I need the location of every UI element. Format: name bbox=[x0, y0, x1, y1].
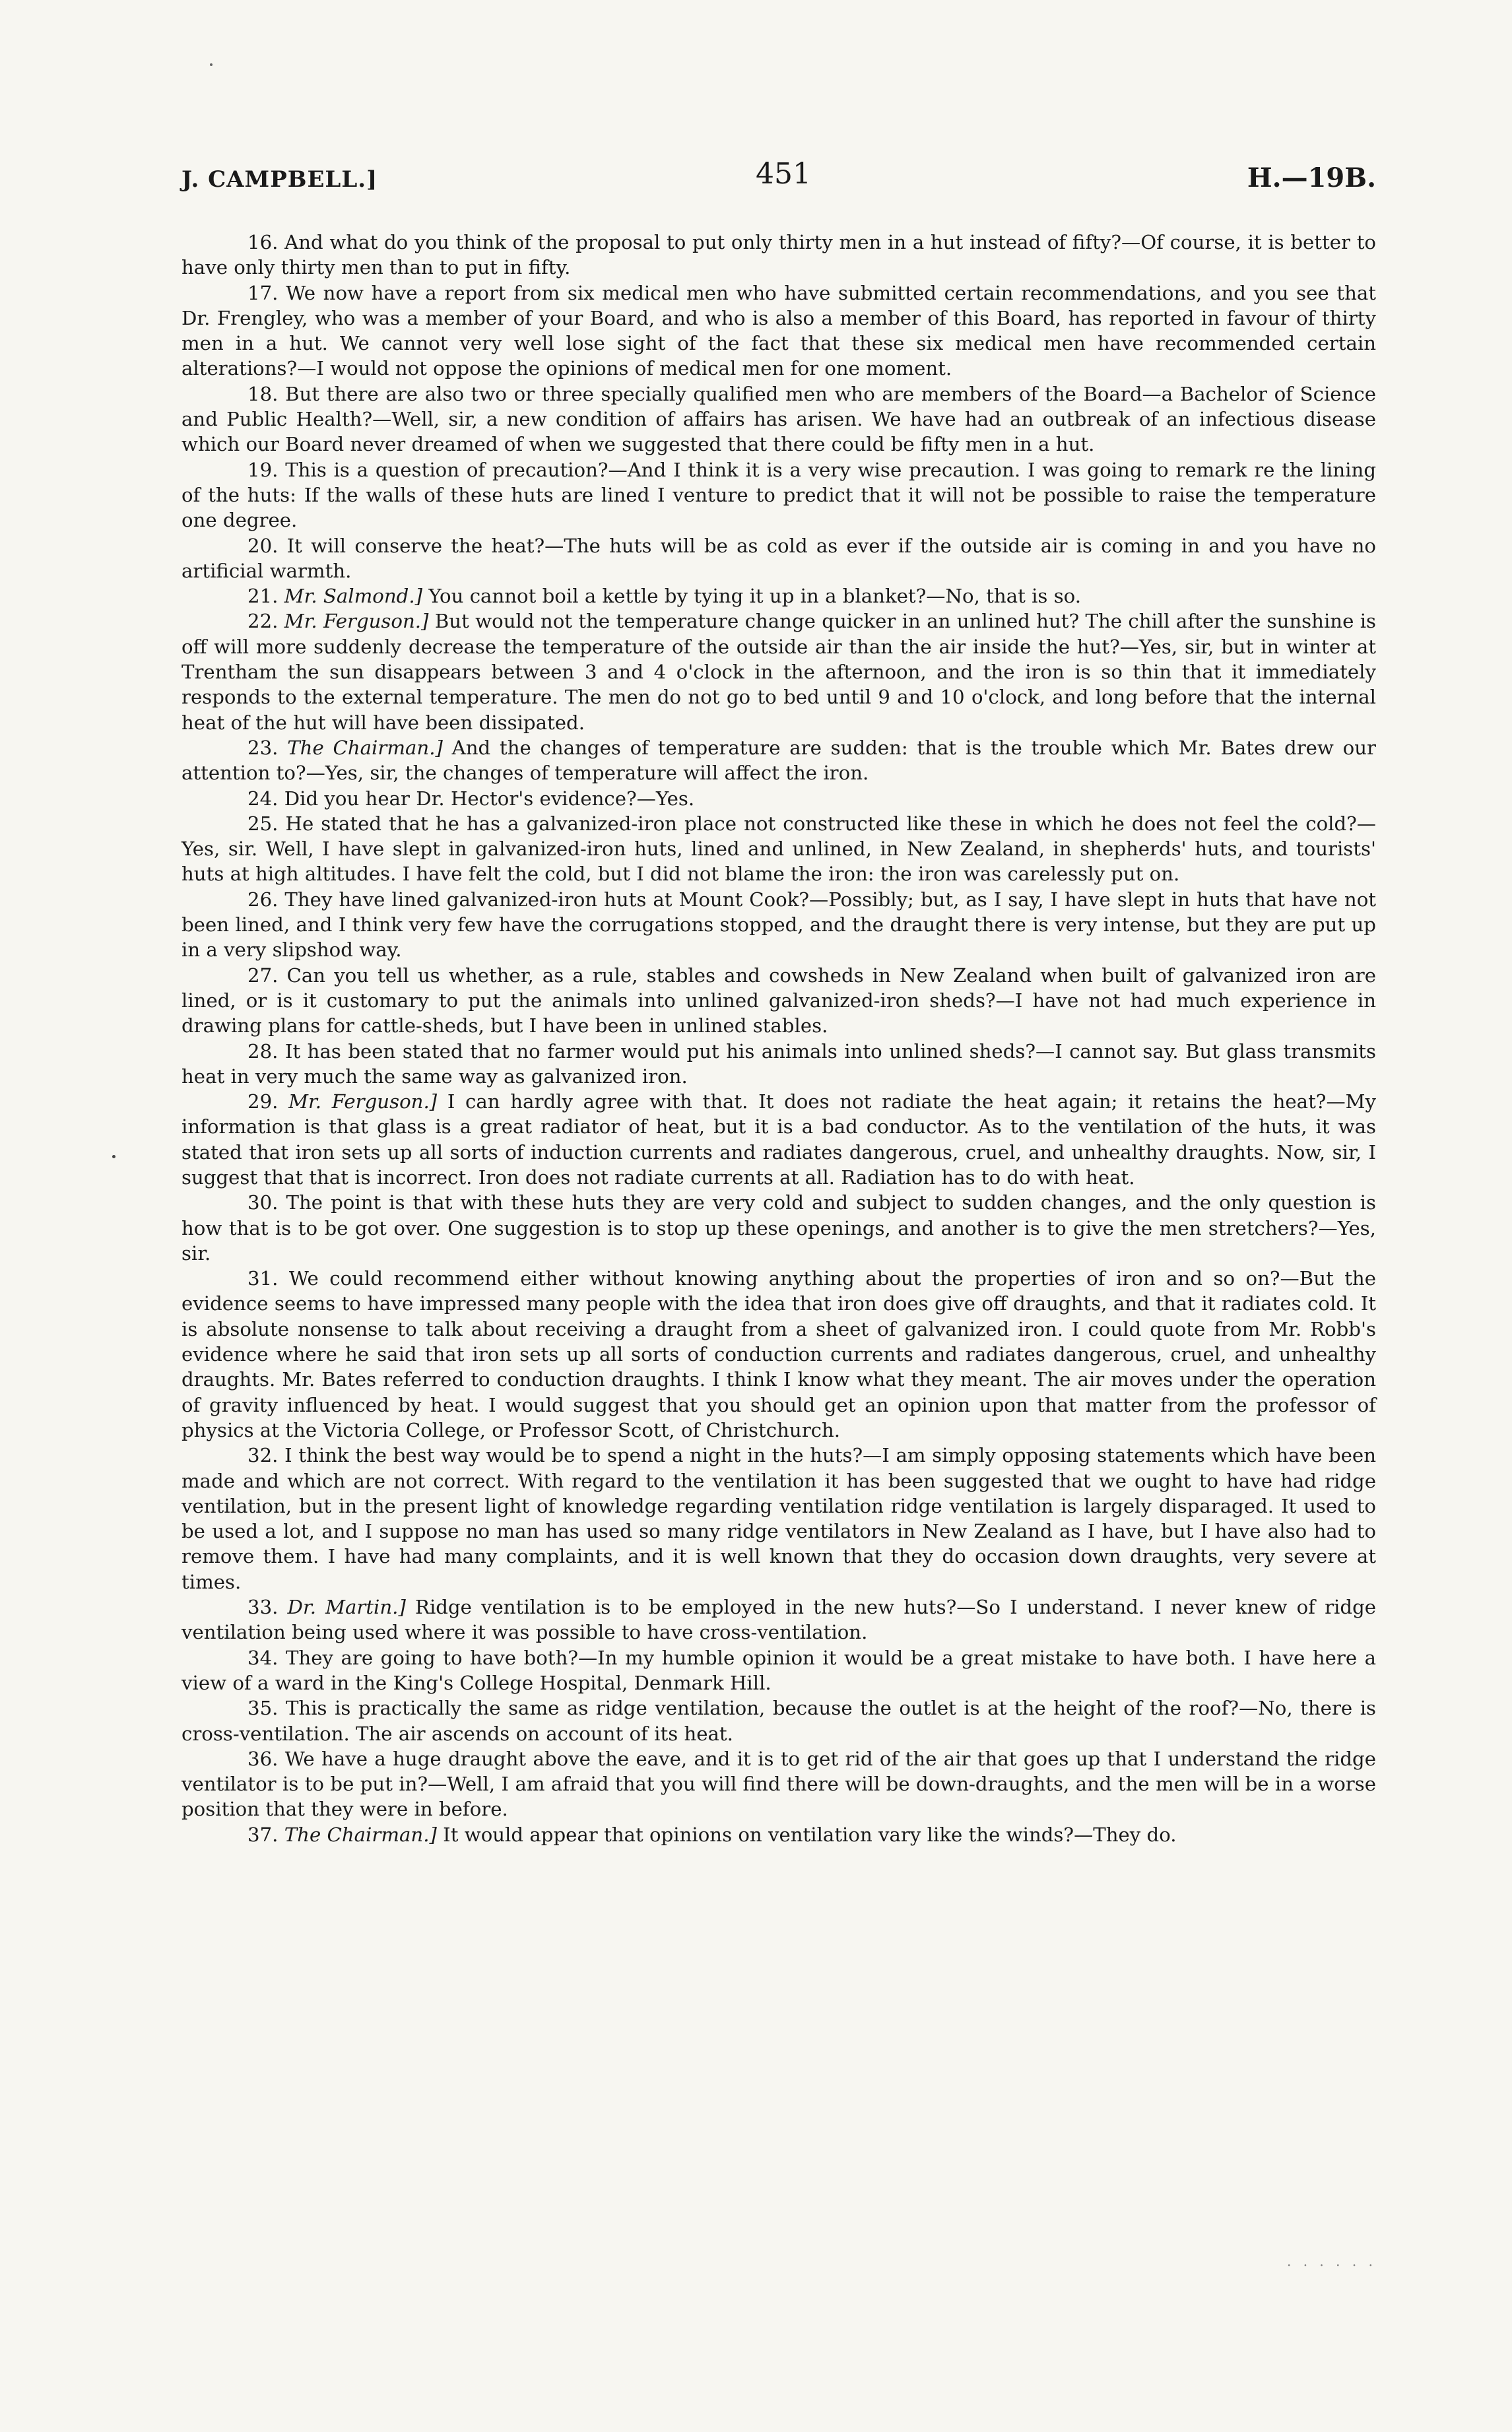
question-number: 37. bbox=[247, 1823, 279, 1846]
paragraph-text: It has been stated that no farmer would put his animals into unlined sheds?—I cannot say. But glass transmits heat in very much the same way as galvanized iron. bbox=[181, 1039, 1377, 1088]
paragraph-text: It would appear that opinions on ventilation vary like the winds?—They do. bbox=[443, 1823, 1177, 1846]
speaker-name: Mr. Ferguson.] bbox=[284, 610, 429, 633]
question-answer-paragraph bbox=[181, 786, 1376, 811]
question-answer-paragraph bbox=[181, 735, 1376, 786]
question-number: 31. bbox=[247, 1267, 279, 1290]
speaker-name: The Chairman.] bbox=[284, 1823, 437, 1846]
question-number: 19. bbox=[247, 458, 279, 481]
evidence-text bbox=[181, 230, 1376, 1847]
paragraph-text: This is a question of precaution?—And I think it is a very wise precaution. I was going to remark re the lining of the huts: If the walls of these huts are lined I venture to predict that it will not be possible to raise the temperature one degree. bbox=[181, 458, 1377, 532]
speaker-name: The Chairman.] bbox=[287, 736, 443, 759]
paragraph-text: We have a huge draught above the eave, and it is to get rid of the air that goes up that I understand the ridge ventilator is to be put in?—Well, I am afraid that you will find there will be down-draughts, and the men will be in a worse position that they were in before. bbox=[181, 1747, 1377, 1821]
question-number: 23. bbox=[247, 736, 279, 759]
paragraph-text: We could recommend either without knowing anything about the properties of iron and so on?—But the evidence seems to have impressed many people with the idea that iron does give off draughts, and that it radiates cold. It is absolute nonsense to talk about receiving a draught from a sheet of galvanized iron. I could quote from Mr. Robb's evidence where he said that iron sets up all sorts of conduction currents and radiates dangerous, cruel, and unhealthy draughts. Mr. Bates referred to conduction draughts. I think I know what they meant. The air moves under the operation of gravity influenced by heat. I would suggest that you should get an opinion upon that matter from the professor of physics at the Victoria College, or Professor Scott, of Christchurch. bbox=[181, 1267, 1376, 1441]
document-reference: H.—19B. bbox=[1247, 162, 1376, 193]
paragraph-text: Can you tell us whether, as a rule, stables and cowsheds in New Zealand when built of galvanized iron are lined, or is it customary to put the animals into unlined galvanized-iron sheds?—I have not had much experience in drawing plans for cattle-sheds, but I have been in unlined stables. bbox=[181, 964, 1376, 1037]
paragraph-text: He stated that he has a galvanized-iron place not constructed like these in which he does not feel the cold?—Yes, sir. Well, I have slept in galvanized-iron huts, lined and unlined, in New Zealand, in shepherds' huts, and tourists' huts at high altitudes. I have felt the cold, but I did not blame the iron: the iron was carelessly put on. bbox=[181, 812, 1376, 886]
question-number: 36. bbox=[247, 1747, 279, 1770]
speck-mark bbox=[210, 63, 213, 66]
question-answer-paragraph bbox=[181, 457, 1376, 533]
paragraph-text: I think the best way would be to spend a night in the huts?—I am simply opposing statements which have been made and which are not correct. With regard to the ventilation it has been suggested that we ought to have had ridge ventilation, but in the present light of knowledge regarding ventilation ridge ventilation is largely disparaged. It used to be used a lot, and I suppose no man has used so many ridge ventilators in New Zealand as I have, but I have also had to remove them. I have had many complaints, and it is well known that they do occasion down draughts, very severe at times. bbox=[181, 1444, 1377, 1593]
question-number: 22. bbox=[247, 610, 279, 633]
paragraph-text: This is practically the same as ridge ventilation, because the outlet is at the height of the roof?—No, there is cross-ventilation. The air ascends on account of its heat. bbox=[181, 1697, 1377, 1745]
paragraph-text: But would not the temperature change quicker in an unlined hut? The chill after the sunshine is off will more suddenly decrease the temperature of the outside air than the air inside the hut?—Yes, sir, but in winter at Trentham the sun disappears between 3 and 4 o'clock in the afternoon, and the iron is so thin that it immediately responds to the external temperature. The men do not go to bed until 9 and 10 o'clock, and long before that the internal heat of the hut will have been dissipated. bbox=[181, 610, 1377, 734]
question-answer-paragraph bbox=[181, 811, 1376, 887]
question-number: 25. bbox=[247, 812, 279, 835]
question-number: 24. bbox=[247, 787, 279, 810]
question-answer-paragraph bbox=[181, 1695, 1376, 1746]
question-answer-paragraph bbox=[181, 963, 1376, 1039]
question-number: 35. bbox=[247, 1697, 279, 1720]
question-answer-paragraph bbox=[181, 1443, 1376, 1594]
question-answer-paragraph bbox=[181, 1089, 1376, 1190]
question-answer-paragraph bbox=[181, 583, 1376, 608]
paragraph-text: Ridge ventilation is to be employed in the new huts?—So I understand. I never knew of ridge ventilation being used where it was possible to have cross-ventilation. bbox=[181, 1596, 1377, 1644]
page-header bbox=[181, 157, 1376, 203]
question-answer-paragraph bbox=[181, 1190, 1376, 1266]
paragraph-text: Did you hear Dr. Hector's evidence?—Yes. bbox=[284, 787, 695, 810]
paragraph-text: They have lined galvanized-iron huts at Mount Cook?—Possibly; but, as I say, I have slept in huts that have not been lined, and I think very few have the corrugations stopped, and the draught there is very intense, but they are put up in a very slipshod way. bbox=[181, 888, 1376, 962]
paragraph-text: It will conserve the heat?—The huts will be as cold as ever if the outside air is coming in and you have no artificial warmth. bbox=[181, 534, 1376, 582]
question-answer-paragraph bbox=[181, 1746, 1376, 1822]
paragraph-text: You cannot boil a kettle by tying it up in a blanket?—No, that is so. bbox=[428, 585, 1082, 608]
question-number: 27. bbox=[247, 964, 279, 987]
question-answer-paragraph bbox=[181, 1039, 1376, 1090]
question-answer-paragraph bbox=[181, 381, 1376, 457]
speaker-name: Dr. Martin.] bbox=[287, 1596, 406, 1619]
question-number: 33. bbox=[247, 1596, 279, 1619]
paragraph-text: I can hardly agree with that. It does not radiate the heat again; it retains the heat?—My information is that glass is a great radiator of heat, but it is a bad conductor. As to the ventilation of the huts, it was stated that iron sets up all sorts of induction currents and radiates dangerous, cruel, and unhealthy draughts. Now, sir, I suggest that that is incorrect. Iron does not radiate currents at all. Radiation has to do with heat. bbox=[181, 1090, 1377, 1189]
paragraph-text: They are going to have both?—In my humble opinion it would be a great mistake to have both. I have here a view of a ward in the King's College Hospital, Denmark Hill. bbox=[181, 1646, 1377, 1694]
question-answer-paragraph bbox=[181, 1645, 1376, 1696]
question-number: 20. bbox=[247, 534, 279, 557]
paragraph-text: And the changes of temperature are sudden: that is the trouble which Mr. Bates drew our attention to?—Yes, sir, the changes of temperature will affect the iron. bbox=[181, 736, 1376, 785]
paragraph-text: We now have a report from six medical men who have submitted certain recommendations, and you see that Dr. Frengley, who was a member of your Board, and who is also a member of this Board, has reported in favour of thirty men in a hut. We cannot very well lose sight of the fact that these six medical men have recommended certain alterations?—I would not oppose the opinions of medical men for one moment. bbox=[181, 281, 1376, 380]
question-number: 28. bbox=[247, 1039, 279, 1063]
question-answer-paragraph bbox=[181, 230, 1376, 280]
question-number: 21. bbox=[247, 585, 279, 608]
question-number: 18. bbox=[247, 382, 279, 405]
speaker-name: Mr. Salmond.] bbox=[284, 585, 423, 608]
question-number: 26. bbox=[247, 888, 279, 911]
question-answer-paragraph bbox=[181, 1594, 1376, 1645]
speaker-name: Mr. Ferguson.] bbox=[288, 1090, 438, 1113]
question-answer-paragraph bbox=[181, 1266, 1376, 1443]
question-number: 29. bbox=[247, 1090, 279, 1113]
page-number: 451 bbox=[756, 157, 811, 191]
question-answer-paragraph bbox=[181, 887, 1376, 963]
paragraph-text: But there are also two or three specially qualified men who are members of the Board—a Bachelor of Science and Public Health?—Well, sir, a new condition of affairs has arisen. We have had an outbreak of an infectious disease which our Board never dreamed of when we suggested that there could be fifty men in a hut. bbox=[181, 382, 1376, 456]
paragraph-text: And what do you think of the proposal to put only thirty men in a hut instead of fifty?—Of course, it is better to have only thirty men than to put in fifty. bbox=[181, 231, 1376, 279]
corner-mark: · · · · · · bbox=[1287, 2257, 1377, 2273]
question-number: 16. bbox=[247, 231, 279, 253]
paragraph-text: The point is that with these huts they are very cold and subject to sudden changes, and the only question is how that is to be got over. One suggestion is to stop up these openings, and another is to give the men stretchers?—Yes, sir. bbox=[181, 1191, 1376, 1265]
margin-mark bbox=[112, 1155, 115, 1158]
question-number: 32. bbox=[247, 1444, 279, 1467]
question-number: 34. bbox=[247, 1646, 279, 1669]
question-number: 17. bbox=[247, 281, 279, 304]
question-number: 30. bbox=[247, 1191, 279, 1214]
question-answer-paragraph bbox=[181, 608, 1376, 735]
question-answer-paragraph bbox=[181, 533, 1376, 584]
witness-name: J. CAMPBELL.] bbox=[181, 166, 378, 193]
question-answer-paragraph bbox=[181, 280, 1376, 381]
question-answer-paragraph bbox=[181, 1822, 1376, 1847]
